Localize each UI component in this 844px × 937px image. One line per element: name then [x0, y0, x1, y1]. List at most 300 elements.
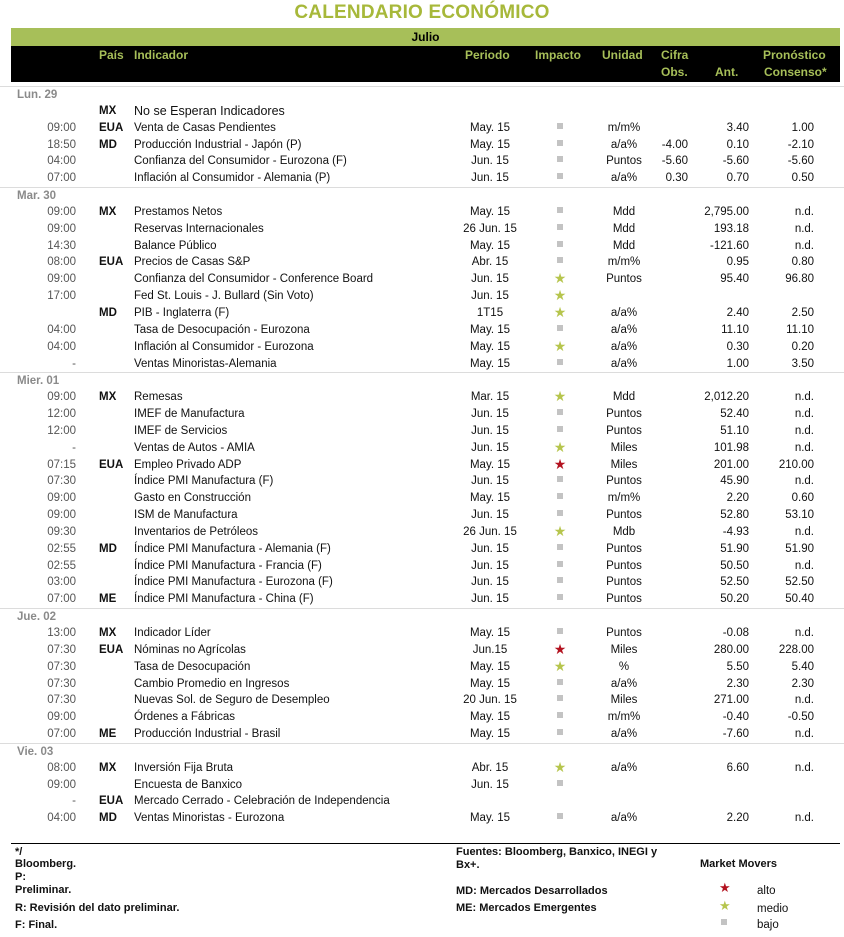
- day-header: [0, 187, 844, 204]
- table-row: [0, 356, 844, 373]
- cell-ant: 101.98: [713, 441, 749, 454]
- cell-consenso: n.d.: [794, 812, 814, 825]
- cell-periodo: Jun. 15: [471, 441, 509, 454]
- day-header: [0, 608, 844, 625]
- cell-ant: 3.40: [726, 121, 749, 134]
- cell-periodo: Jun. 15: [471, 559, 509, 572]
- cell-consenso: n.d.: [794, 475, 814, 488]
- cell-consenso: n.d.: [794, 559, 814, 572]
- cell-periodo: May. 15: [469, 239, 511, 252]
- cell-indicador: Venta de Casas Pendientes: [134, 121, 276, 134]
- cell-unidad: a/a%: [610, 728, 638, 741]
- legend-title: Market Movers: [700, 858, 778, 870]
- cell-pais: MX: [99, 391, 117, 404]
- cell-unidad: a/a%: [610, 677, 638, 690]
- footer-note-revision: R: Revisión del dato preliminar.: [15, 902, 180, 914]
- cell-periodo: May. 15: [469, 677, 511, 690]
- cell-pais: MX: [99, 627, 117, 639]
- header-impacto: Impacto: [535, 48, 582, 62]
- cell-periodo: May. 15: [469, 323, 511, 336]
- cell-indicador: Mercado Cerrado - Celebración de Independencia: [134, 795, 390, 808]
- cell-hora: 03:00: [47, 576, 76, 589]
- cell-hora: 14:30: [47, 239, 76, 252]
- cell-ant: 2.40: [726, 306, 749, 319]
- legend-medio-label: medio: [757, 903, 789, 915]
- impact-low-square-icon: [548, 777, 572, 793]
- cell-indicador: Inflación al Consumidor - Eurozona: [134, 340, 314, 353]
- cell-indicador: Nuevas Sol. de Seguro de Desempleo: [134, 694, 330, 707]
- cell-ant: -0.08: [722, 627, 749, 639]
- cell-periodo: Jun. 15: [471, 576, 509, 589]
- cell-periodo: 20 Jun. 15: [463, 694, 517, 707]
- impact-low-square-icon: [548, 137, 572, 153]
- cell-indicador: IMEF de Manufactura: [134, 408, 245, 421]
- cell-unidad: a/a%: [610, 812, 638, 825]
- cell-pais: MD: [99, 542, 117, 555]
- table-row: [0, 137, 844, 154]
- cell-hora: 04:00: [47, 155, 76, 168]
- impact-high-star-icon: ★: [553, 455, 567, 472]
- cell-hora: 04:00: [47, 812, 76, 825]
- cell-indicador: Índice PMI Manufactura - Francia (F): [134, 559, 322, 572]
- table-row: [0, 709, 844, 726]
- cell-indicador: Tasa de Desocupación - Eurozona: [134, 323, 310, 336]
- cell-consenso: n.d.: [794, 222, 814, 235]
- cell-ant: -121.60: [709, 239, 749, 252]
- impact-low-square-icon: [548, 625, 572, 641]
- impact-low-square-icon: [548, 221, 572, 237]
- cell-hora: 09:00: [47, 205, 76, 218]
- table-row: [0, 541, 844, 558]
- footer-fuentes: Fuentes: Bloomberg, Banxico, INEGI y: [456, 846, 658, 858]
- cell-hora: 09:00: [47, 778, 76, 791]
- cell-ant: 52.40: [720, 408, 749, 421]
- cell-periodo: May. 15: [469, 627, 511, 639]
- cell-periodo: Mar. 15: [470, 391, 510, 404]
- impact-low-square-icon: [548, 322, 572, 338]
- cell-consenso: 1.00: [791, 121, 814, 134]
- cell-consenso: 228.00: [778, 643, 814, 656]
- cell-hora: 07:15: [47, 458, 76, 471]
- cell-ant: 11.10: [721, 323, 749, 336]
- cell-pais: ME: [99, 593, 117, 606]
- cell-indicador: Confianza del Consumidor - Conference Board: [134, 273, 374, 286]
- cell-ant: 0.10: [726, 138, 749, 151]
- impact-low-square-icon: [548, 490, 572, 506]
- cell-periodo: May. 15: [469, 357, 511, 370]
- cell-hora: 09:00: [47, 492, 76, 505]
- table-row: [0, 457, 844, 474]
- cell-unidad: Puntos: [606, 408, 642, 421]
- impact-low-square-icon: [548, 726, 572, 742]
- cell-periodo: Jun.15: [472, 643, 508, 656]
- day-label: Jue. 02: [17, 611, 56, 624]
- cell-indicador: Índice PMI Manufactura - China (F): [134, 593, 314, 606]
- cell-periodo: 26 Jun. 15: [463, 525, 517, 538]
- cell-consenso: 50.40: [785, 593, 814, 606]
- cell-periodo: Jun. 15: [471, 593, 509, 606]
- cell-consenso: 210.00: [778, 458, 814, 471]
- cell-pais: EUA: [99, 256, 124, 269]
- cell-pais: MD: [99, 138, 117, 151]
- legend-medio-star-icon: ★: [719, 898, 731, 913]
- cell-consenso: 11.10: [786, 323, 814, 336]
- day-label: Mier. 01: [17, 375, 60, 388]
- page-title: CALENDARIO ECONÓMICO: [294, 2, 550, 23]
- cell-unidad: Puntos: [606, 559, 642, 572]
- cell-ant: 2.20: [726, 812, 749, 825]
- cell-hora: 17:00: [47, 290, 76, 303]
- cell-unidad: a/a%: [610, 138, 638, 151]
- cell-indicador: Prestamos Netos: [134, 205, 223, 218]
- cell-ant: -0.40: [722, 711, 749, 724]
- table-row: [0, 305, 844, 322]
- cell-consenso: n.d.: [794, 441, 814, 454]
- cell-pais: EUA: [99, 795, 124, 808]
- cell-ant: 0.70: [726, 172, 749, 185]
- day-label: Mar. 30: [17, 190, 56, 203]
- cell-hora: 08:00: [47, 256, 76, 269]
- cell-indicador: Remesas: [134, 391, 183, 404]
- cell-indicador: Inventarios de Petróleos: [134, 525, 259, 538]
- cell-unidad: Mdd: [612, 222, 636, 235]
- day-header: [0, 743, 844, 760]
- cell-indicador: Inversión Fija Bruta: [134, 761, 234, 774]
- cell-periodo: Jun. 15: [471, 778, 509, 791]
- cell-periodo: May. 15: [469, 138, 511, 151]
- cell-ant: 5.50: [726, 660, 749, 673]
- cell-consenso: -0.50: [787, 711, 814, 724]
- cell-periodo: May. 15: [469, 340, 511, 353]
- table-row: [0, 170, 844, 187]
- cell-unidad: a/a%: [610, 323, 638, 336]
- impact-medium-star-icon: ★: [553, 438, 567, 455]
- cell-ant: 280.00: [713, 643, 749, 656]
- cell-consenso: 52.50: [785, 576, 814, 589]
- table-header: [11, 46, 840, 82]
- cell-unidad: Puntos: [606, 475, 642, 488]
- table-row: [0, 726, 844, 743]
- cell-hora: 02:55: [47, 542, 76, 555]
- cell-periodo: May. 15: [469, 711, 511, 724]
- cell-indicador: Inflación al Consumidor - Alemania (P): [134, 172, 331, 185]
- cell-consenso: 51.90: [785, 542, 814, 555]
- cell-hora: 07:00: [47, 593, 76, 606]
- table-row: [0, 810, 844, 827]
- impact-low-square-icon: [548, 676, 572, 692]
- impact-medium-star-icon: ★: [553, 337, 567, 354]
- cell-consenso: n.d.: [794, 205, 814, 218]
- cell-unidad: a/a%: [610, 306, 638, 319]
- impact-high-star-icon: ★: [553, 640, 567, 657]
- cell-ant: 52.50: [720, 576, 749, 589]
- cell-hora: -: [72, 795, 76, 808]
- table-row: [0, 490, 844, 507]
- table-row: [0, 659, 844, 676]
- cell-indicador: Encuesta de Banxico: [134, 778, 243, 791]
- cell-unidad: m/m%: [607, 256, 641, 269]
- cell-hora: 09:00: [47, 391, 76, 404]
- cell-consenso: 2.50: [791, 306, 814, 319]
- footer-note-preliminar: Preliminar.: [15, 884, 72, 896]
- footer-divider: [11, 843, 840, 844]
- cell-consenso: -5.60: [787, 155, 814, 168]
- header-pronostico: Pronóstico: [763, 48, 826, 62]
- impact-low-square-icon: [548, 810, 572, 826]
- cell-ant: -7.60: [722, 728, 749, 741]
- cell-indicador: Balance Público: [134, 239, 217, 252]
- cell-pais: ME: [99, 728, 117, 741]
- cell-unidad: m/m%: [607, 121, 641, 134]
- cell-ant: 1.00: [726, 357, 749, 370]
- cell-periodo: Abr. 15: [471, 256, 509, 269]
- cell-consenso: 0.50: [791, 172, 814, 185]
- cell-indicador: Ventas de Autos - AMIA: [134, 441, 255, 454]
- cell-indicador: Índice PMI Manufactura - Eurozona (F): [134, 576, 333, 589]
- cell-unidad: Mdd: [612, 205, 636, 218]
- cell-hora: 09:00: [47, 121, 76, 134]
- cell-ant: 201.00: [713, 458, 749, 471]
- cell-hora: 02:55: [47, 559, 76, 572]
- header-unidad: Unidad: [602, 48, 643, 62]
- cell-ant: 0.30: [726, 340, 749, 353]
- cell-hora: 07:30: [47, 694, 76, 707]
- cell-ant: 6.60: [726, 761, 749, 774]
- cell-unidad: Puntos: [606, 576, 642, 589]
- footer-me: ME: Mercados Emergentes: [456, 902, 597, 914]
- impact-medium-star-icon: ★: [553, 758, 567, 775]
- cell-hora: 09:00: [47, 273, 76, 286]
- cell-unidad: m/m%: [607, 492, 641, 505]
- cell-pais: EUA: [99, 643, 124, 656]
- cell-periodo: Jun. 15: [471, 424, 509, 437]
- cell-consenso: 0.80: [791, 256, 814, 269]
- table-row: [0, 120, 844, 137]
- table-row: [0, 507, 844, 524]
- cell-unidad: Mdd: [612, 239, 636, 252]
- cell-ant: 45.90: [720, 475, 749, 488]
- cell-indicador: Ventas Minoristas - Eurozona: [134, 812, 285, 825]
- table-row: [0, 591, 844, 608]
- impact-low-square-icon: [548, 254, 572, 270]
- impact-low-square-icon: [548, 170, 572, 186]
- cell-obs: -4.00: [661, 138, 688, 151]
- cell-hora: 07:00: [47, 728, 76, 741]
- cell-periodo: Jun. 15: [471, 290, 509, 303]
- impact-low-square-icon: [548, 204, 572, 220]
- cell-ant: -5.60: [722, 155, 749, 168]
- table-row: [0, 339, 844, 356]
- header-ant: Ant.: [715, 65, 739, 79]
- cell-hora: 08:00: [47, 761, 76, 774]
- cell-hora: 04:00: [47, 340, 76, 353]
- cell-consenso: 96.80: [785, 273, 814, 286]
- cell-periodo: 1T15: [476, 306, 504, 319]
- impact-low-square-icon: [548, 238, 572, 254]
- footer-md: MD: Mercados Desarrollados: [456, 885, 608, 897]
- cell-periodo: May. 15: [469, 728, 511, 741]
- cell-hora: 09:30: [47, 525, 76, 538]
- cell-pais: MX: [99, 104, 117, 117]
- cell-indicador: No se Esperan Indicadores: [134, 103, 285, 118]
- cell-consenso: 53.10: [785, 509, 814, 522]
- cell-ant: 2,012.20: [704, 391, 749, 404]
- cell-pais: EUA: [99, 121, 124, 134]
- legend-alto-star-icon: ★: [719, 880, 731, 895]
- cell-indicador: Producción Industrial - Brasil: [134, 728, 281, 741]
- impact-medium-star-icon: ★: [553, 522, 567, 539]
- cell-ant: 0.95: [726, 256, 749, 269]
- impact-low-square-icon: [548, 574, 572, 590]
- cell-hora: 07:30: [47, 677, 76, 690]
- cell-periodo: Jun. 15: [471, 172, 509, 185]
- legend-alto-label: alto: [757, 885, 776, 897]
- cell-indicador: Producción Industrial - Japón (P): [134, 138, 302, 151]
- cell-indicador: PIB - Inglaterra (F): [134, 306, 230, 319]
- footer-note-final: F: Final.: [15, 919, 58, 931]
- cell-consenso: -2.10: [787, 138, 814, 151]
- cell-pais: MX: [99, 205, 117, 218]
- cell-indicador: Gasto en Construcción: [134, 492, 251, 505]
- cell-periodo: May. 15: [469, 458, 511, 471]
- cell-unidad: Mdb: [612, 525, 636, 538]
- impact-low-square-icon: [548, 692, 572, 708]
- cell-hora: 07:30: [47, 643, 76, 656]
- header-pais: País: [99, 48, 124, 62]
- cell-unidad: Puntos: [606, 542, 642, 555]
- cell-hora: 07:30: [47, 660, 76, 673]
- cell-indicador: IMEF de Servicios: [134, 424, 228, 437]
- header-consenso: Consenso*: [764, 65, 827, 79]
- table-row: [0, 793, 844, 810]
- cell-periodo: Jun. 15: [471, 509, 509, 522]
- cell-hora: 07:00: [47, 172, 76, 185]
- cell-indicador: Índice PMI Manufactura (F): [134, 475, 274, 488]
- cell-hora: 12:00: [47, 424, 76, 437]
- cell-consenso: n.d.: [794, 761, 814, 774]
- cell-indicador: Cambio Promedio en Ingresos: [134, 677, 290, 690]
- cell-obs: 0.30: [665, 172, 688, 185]
- impact-low-square-icon: [548, 541, 572, 557]
- cell-pais: MD: [99, 306, 117, 319]
- cell-hora: 07:30: [47, 475, 76, 488]
- day-label: Lun. 29: [17, 89, 58, 101]
- cell-unidad: Puntos: [606, 627, 642, 639]
- cell-periodo: Jun. 15: [471, 273, 509, 286]
- cell-consenso: n.d.: [794, 408, 814, 421]
- cell-unidad: m/m%: [607, 711, 641, 724]
- cell-hora: 18:50: [47, 138, 76, 151]
- cell-unidad: Miles: [610, 694, 638, 707]
- cell-indicador: ISM de Manufactura: [134, 509, 238, 522]
- cell-indicador: Fed St. Louis - J. Bullard (Sin Voto): [134, 290, 314, 303]
- cell-unidad: Puntos: [606, 509, 642, 522]
- cell-periodo: May. 15: [469, 121, 511, 134]
- cell-consenso: 2.30: [791, 677, 814, 690]
- cell-unidad: Puntos: [606, 273, 642, 286]
- table-row: [0, 574, 844, 591]
- cell-unidad: a/a%: [610, 172, 638, 185]
- table-row: [0, 221, 844, 238]
- cell-ant: 2.30: [726, 677, 749, 690]
- cell-ant: 51.90: [720, 542, 749, 555]
- cell-consenso: n.d.: [794, 728, 814, 741]
- table-row: [0, 389, 844, 406]
- cell-unidad: Puntos: [606, 593, 642, 606]
- impact-medium-star-icon: ★: [553, 657, 567, 674]
- cell-pais: MD: [99, 812, 117, 825]
- legend-bajo-square-icon: [721, 919, 727, 925]
- table-row: [0, 288, 844, 305]
- impact-low-square-icon: [548, 558, 572, 574]
- cell-indicador: Reservas Internacionales: [134, 222, 264, 235]
- cell-indicador: Órdenes a Fábricas: [134, 711, 235, 724]
- cell-indicador: Nóminas no Agrícolas: [134, 643, 246, 656]
- cell-hora: 09:00: [47, 711, 76, 724]
- table-row: [0, 238, 844, 255]
- header-cifra: Cifra: [661, 48, 689, 62]
- cell-hora: 09:00: [47, 509, 76, 522]
- cell-pais: MX: [99, 761, 117, 774]
- cell-indicador: Indicador Líder: [134, 627, 211, 639]
- cell-indicador: Índice PMI Manufactura - Alemania (F): [134, 542, 331, 555]
- cell-periodo: Jun. 15: [471, 155, 509, 168]
- cell-unidad: Miles: [610, 458, 638, 471]
- impact-low-square-icon: [548, 153, 572, 169]
- cell-ant: 2.20: [726, 492, 749, 505]
- impact-low-square-icon: [548, 473, 572, 489]
- table-row: [0, 473, 844, 490]
- cell-periodo: 26 Jun. 15: [463, 222, 517, 235]
- table-row: [0, 204, 844, 221]
- cell-unidad: a/a%: [610, 761, 638, 774]
- header-obs: Obs.: [661, 65, 688, 79]
- table-row: [0, 777, 844, 794]
- header-indicador: Indicador: [134, 48, 189, 62]
- cell-periodo: Jun. 15: [471, 408, 509, 421]
- table-row: [0, 406, 844, 423]
- day-header: [0, 372, 844, 389]
- table-row: [0, 322, 844, 339]
- footer-note-asterisk: */: [15, 846, 23, 858]
- cell-consenso: n.d.: [794, 525, 814, 538]
- cell-obs: -5.60: [661, 155, 688, 168]
- cell-hora: -: [72, 357, 76, 370]
- cell-ant: 52.80: [720, 509, 749, 522]
- cell-periodo: May. 15: [469, 812, 511, 825]
- cell-indicador: Confianza del Consumidor - Eurozona (F): [134, 155, 347, 168]
- cell-consenso: 0.20: [791, 340, 814, 353]
- cell-ant: 193.18: [713, 222, 749, 235]
- cell-periodo: Abr. 15: [471, 761, 509, 774]
- impact-medium-star-icon: ★: [553, 388, 567, 405]
- cell-ant: 95.40: [720, 273, 749, 286]
- cell-ant: -4.93: [722, 525, 749, 538]
- table-row: [0, 692, 844, 709]
- header-periodo: Periodo: [465, 48, 510, 62]
- cell-unidad: Puntos: [606, 424, 642, 437]
- day-label: Vie. 03: [17, 745, 54, 758]
- cell-consenso: n.d.: [794, 391, 814, 404]
- cell-ant: 50.20: [720, 593, 749, 606]
- cell-unidad: Puntos: [606, 155, 642, 168]
- cell-consenso: 3.50: [791, 357, 814, 370]
- cell-periodo: May. 15: [469, 205, 511, 218]
- cell-ant: 50.50: [720, 559, 749, 572]
- cell-indicador: Precios de Casas S&P: [134, 256, 251, 269]
- impact-low-square-icon: [548, 591, 572, 607]
- table-row: [0, 642, 844, 659]
